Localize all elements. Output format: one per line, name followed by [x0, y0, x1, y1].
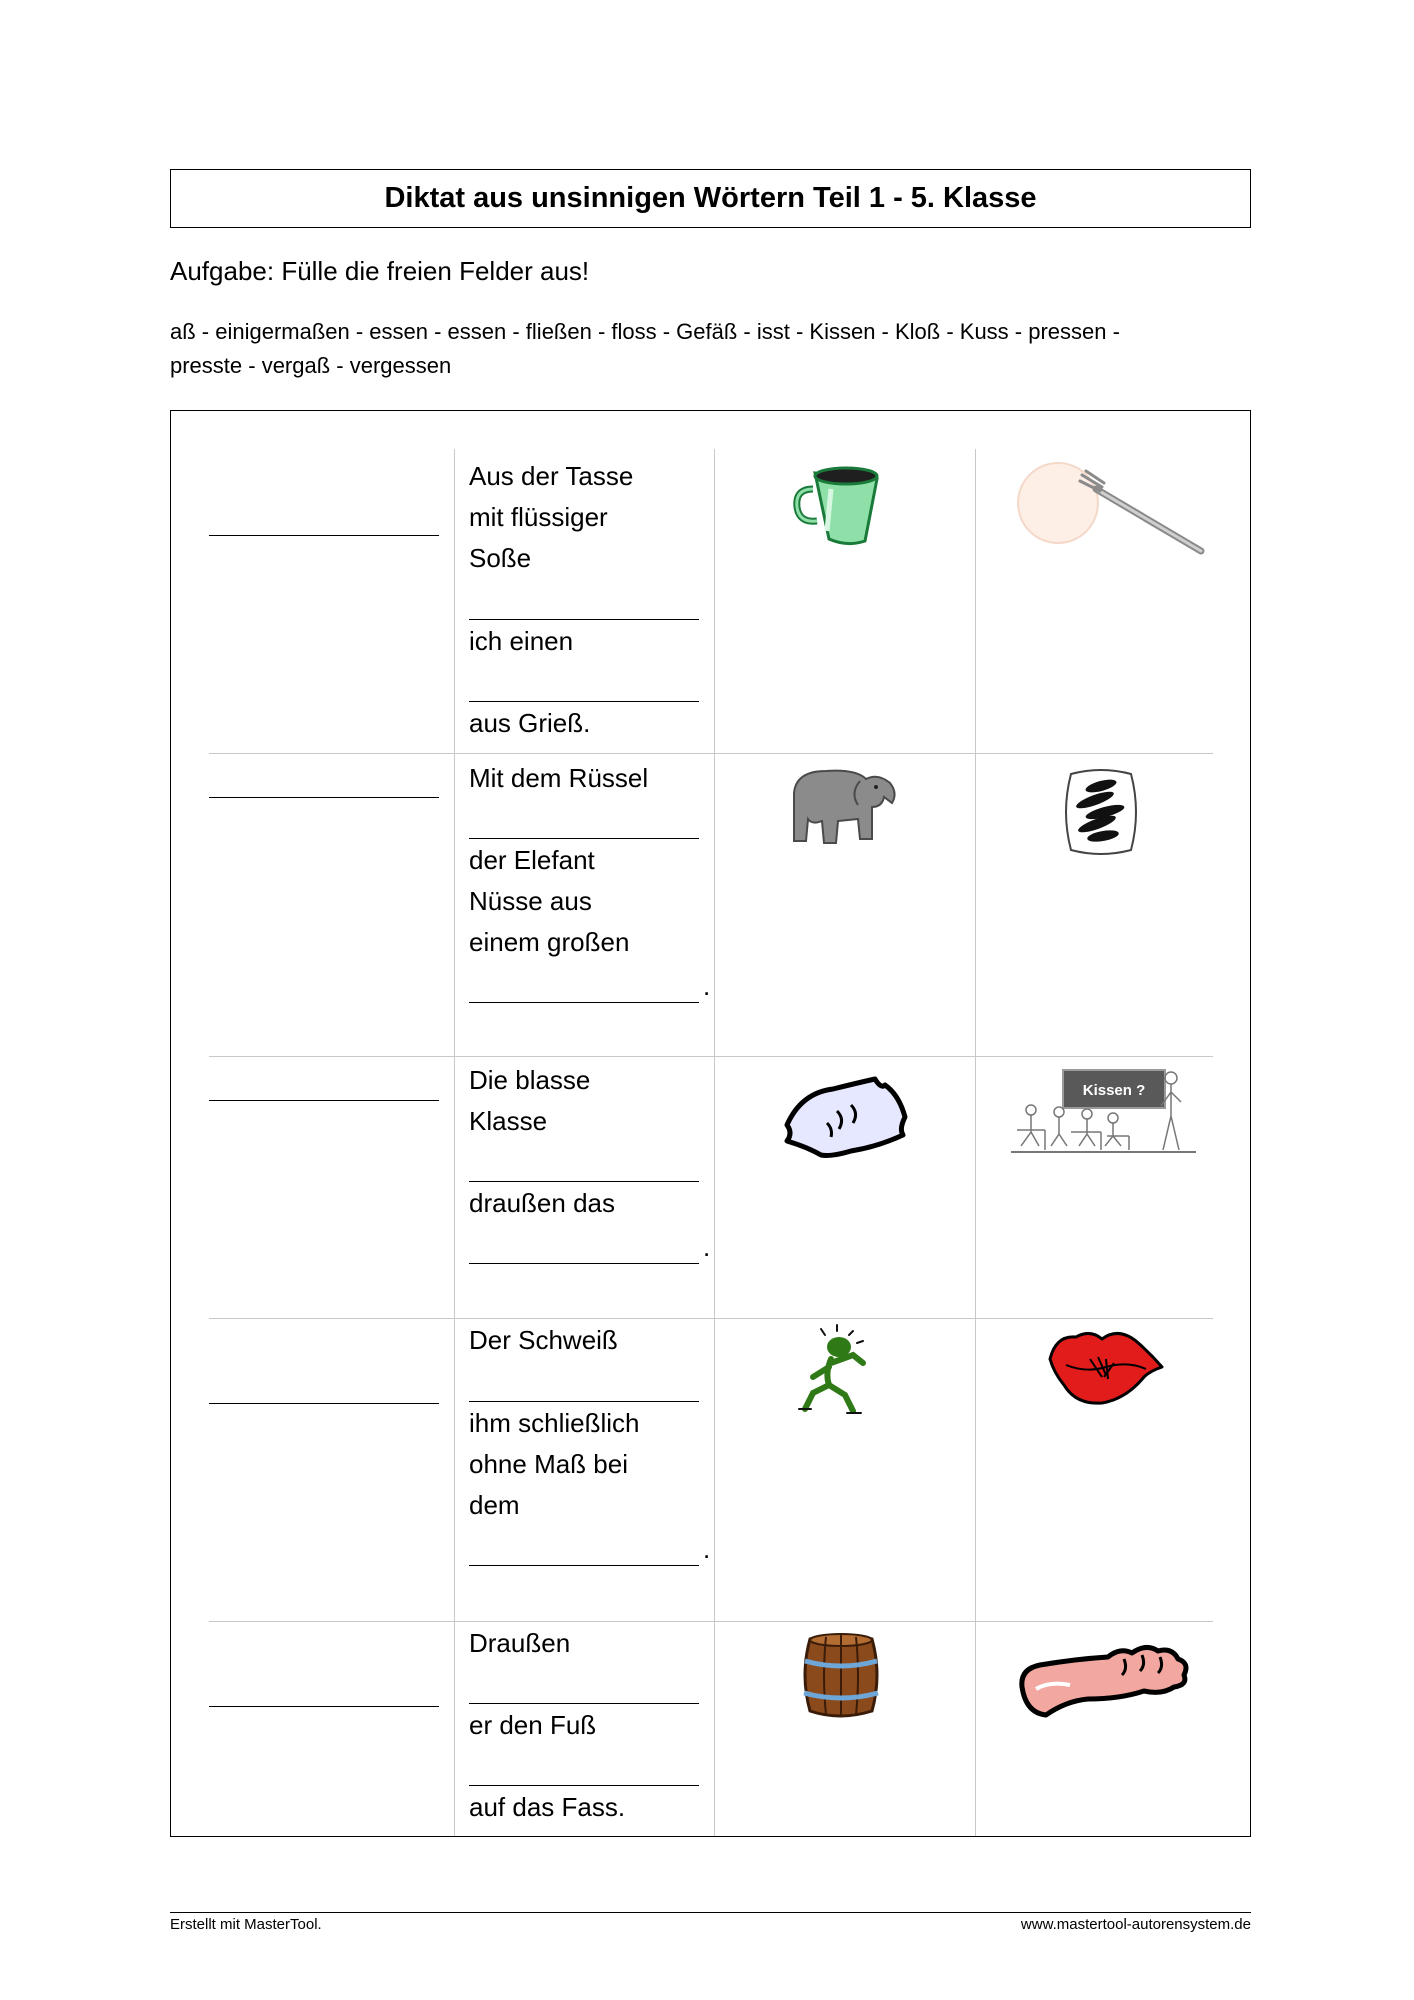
sentence-line: Aus der Tasse: [469, 461, 634, 491]
sentence-line: der Elefant: [469, 845, 595, 875]
title-box: [170, 169, 1251, 228]
sentence-end: .: [703, 1534, 711, 1564]
blackboard-text: Kissen ?: [1082, 1082, 1146, 1099]
blank-line[interactable]: [469, 619, 699, 620]
footer-url: www.mastertool-autorensystem.de: [1020, 1916, 1251, 1933]
sentence-line: Nüsse aus: [469, 886, 592, 916]
blank-line[interactable]: [469, 1002, 699, 1003]
word-list-line: aß - einigermaßen - essen - essen - fließen - floss - Gefäß - isst - Kissen - Kloß - Kuss - pressen -: [170, 319, 1120, 344]
answer-line[interactable]: [209, 1100, 439, 1101]
lips-picture: [1046, 1323, 1166, 1413]
blank-line[interactable]: [469, 1181, 699, 1182]
blank-line[interactable]: [469, 1785, 699, 1786]
blank-line[interactable]: [469, 838, 699, 839]
sentence-line: ihm schließlich: [469, 1408, 640, 1438]
exercise-table: [170, 410, 1251, 1837]
column-divider: [454, 449, 455, 1836]
blank-line[interactable]: [469, 1263, 699, 1264]
answer-line[interactable]: [209, 1403, 439, 1404]
sweating-figure-picture: [791, 1323, 881, 1423]
sentence-line: einem großen: [469, 927, 630, 957]
blank-line[interactable]: [469, 701, 699, 702]
task-instruction: Aufgabe: Fülle die freien Felder aus!: [170, 256, 590, 286]
page-title: Diktat aus unsinnigen Wörtern Teil 1 - 5. Klasse: [384, 182, 1037, 214]
row-divider: [209, 753, 1213, 754]
sentence-line: Die blasse: [469, 1065, 591, 1095]
sentence-line: auf das Fass.: [469, 1792, 626, 1822]
column-divider: [975, 449, 976, 1836]
blank-line[interactable]: [469, 1703, 699, 1704]
blank-line[interactable]: [469, 1565, 699, 1566]
elephant-picture: [786, 763, 906, 853]
sentence-line: Soße: [469, 543, 532, 573]
answer-line[interactable]: [209, 797, 439, 798]
blank-line[interactable]: [469, 1401, 699, 1402]
sentence-line: ohne Maß bei: [469, 1449, 628, 1479]
sentence-end: .: [703, 1232, 711, 1262]
foot-picture: [1016, 1629, 1191, 1724]
sentence-end: .: [703, 971, 711, 1001]
row-divider: [209, 1318, 1213, 1319]
classroom-picture: [1011, 1066, 1196, 1156]
sentence-line: mit flüssiger: [469, 502, 608, 532]
row-divider: [209, 1621, 1213, 1622]
mug-picture: [791, 459, 891, 549]
bag-picture: [1061, 766, 1141, 856]
sentence-line: Mit dem Rüssel: [469, 763, 649, 793]
barrel-picture: [796, 1631, 886, 1721]
footer-divider: [170, 1912, 1251, 1913]
answer-line[interactable]: [209, 1706, 439, 1707]
dumpling-picture: [1016, 459, 1216, 559]
sentence-line: Der Schweiß: [469, 1325, 618, 1355]
footer-credit: Erstellt mit MasterTool.: [170, 1916, 322, 1933]
sentence-line: draußen das: [469, 1188, 615, 1218]
pillow-picture: [781, 1071, 911, 1161]
sentence-line: Draußen: [469, 1628, 571, 1658]
sentence-line: aus Grieß.: [469, 708, 591, 738]
answer-line[interactable]: [209, 535, 439, 536]
sentence-line: er den Fuß: [469, 1710, 597, 1740]
sentence-line: ich einen: [469, 626, 574, 656]
sentence-line: Klasse: [469, 1106, 548, 1136]
word-list: [170, 315, 1250, 383]
row-divider: [209, 1056, 1213, 1057]
sentence-line: dem: [469, 1490, 520, 1520]
word-list-line: presste - vergaß - vergessen: [170, 353, 452, 378]
column-divider: [714, 449, 715, 1836]
